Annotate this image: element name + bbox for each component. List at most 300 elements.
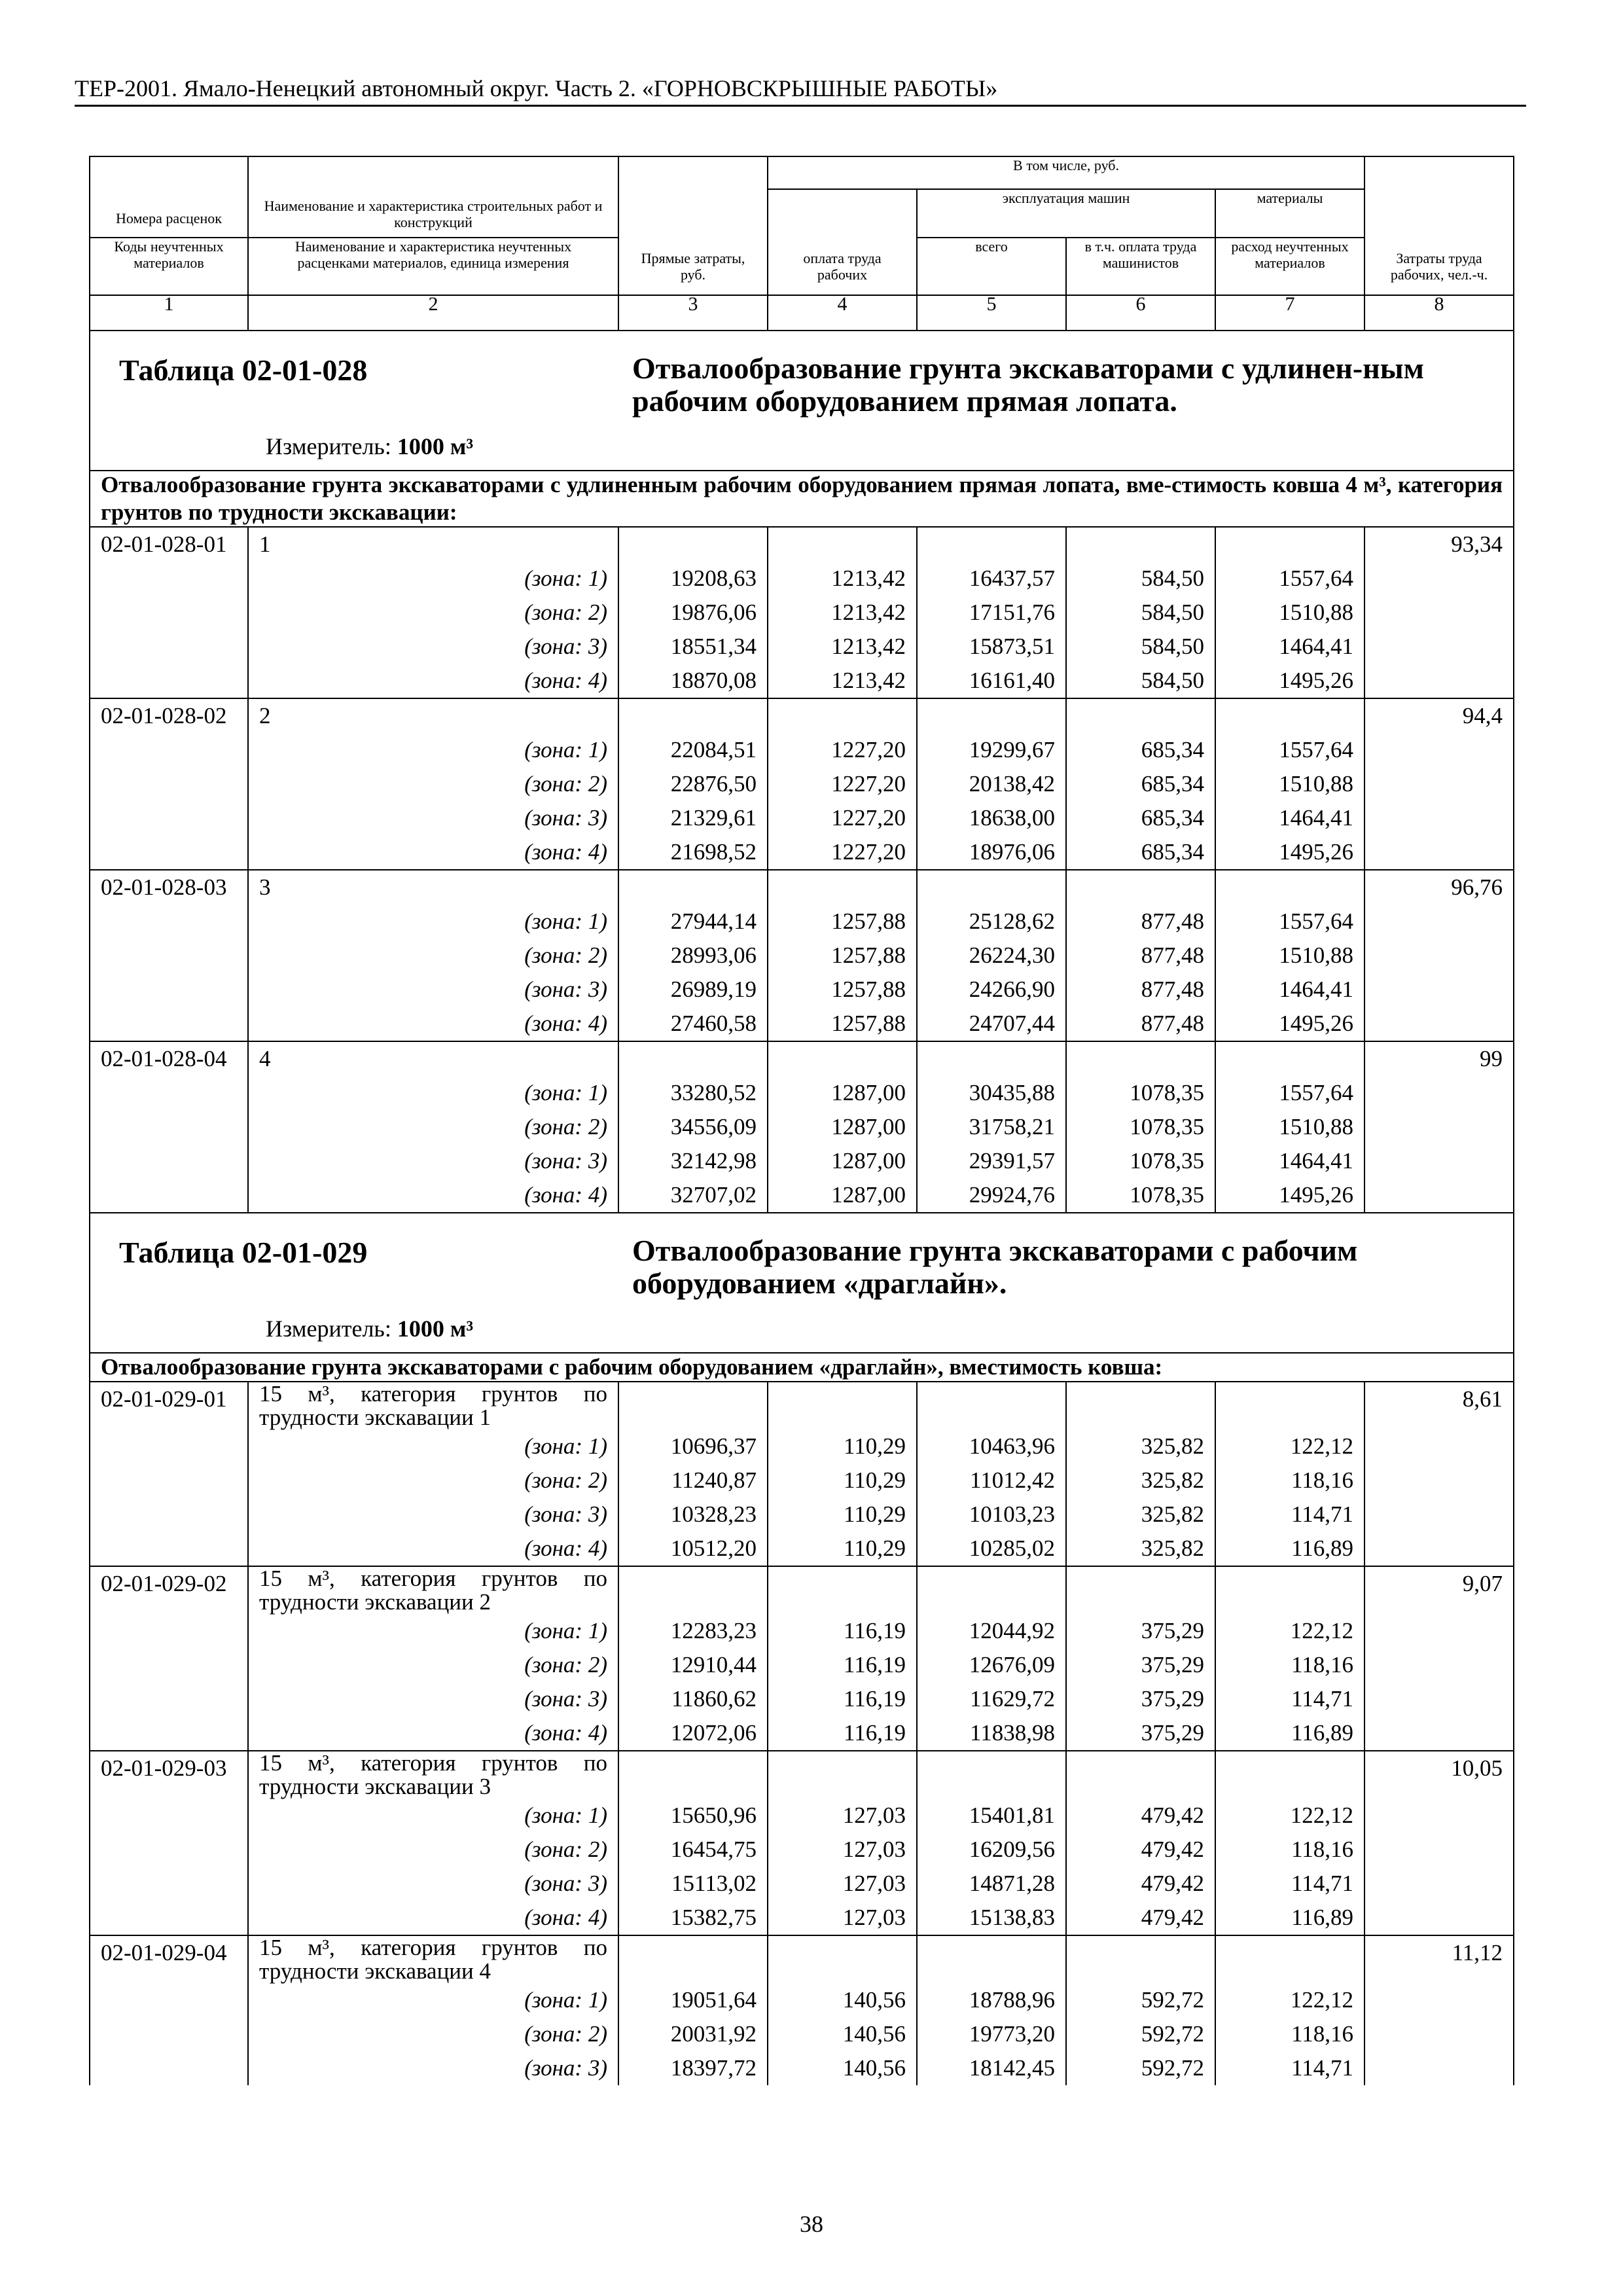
- rate-code: 02-01-028-01: [90, 527, 248, 562]
- empty-cell: [1364, 1178, 1514, 1213]
- labor-pay-value: 1213,42: [768, 596, 917, 630]
- labor-costs-value: 94,4: [1364, 698, 1514, 733]
- labor-costs-value: 93,34: [1364, 527, 1514, 562]
- machine-total-value: 18638,00: [917, 801, 1066, 835]
- materials-value: 1464,41: [1215, 973, 1364, 1007]
- col-unaccounted-materials: расход неучтенных материалов: [1215, 238, 1364, 295]
- labor-pay-value: 127,03: [768, 1901, 917, 1935]
- materials-value: 1464,41: [1215, 1144, 1364, 1178]
- col-material-codes: Коды неучтенных материалов: [90, 238, 248, 295]
- table-code: Таблица 02-01-029: [119, 1236, 368, 1269]
- labor-pay-value: 110,29: [768, 1429, 917, 1463]
- labor-pay-value: 1227,20: [768, 835, 917, 870]
- labor-costs-value: 9,07: [1364, 1566, 1514, 1614]
- empty-cell: [1215, 527, 1364, 562]
- operators-pay-value: 877,48: [1066, 939, 1215, 973]
- zone-label: (зона: 4): [248, 1178, 618, 1213]
- materials-value: 116,89: [1215, 1901, 1364, 1935]
- labor-pay-value: 1287,00: [768, 1144, 917, 1178]
- labor-pay-value: 110,29: [768, 1532, 917, 1566]
- empty-cell: [90, 733, 248, 767]
- table-code: Таблица 02-01-028: [119, 353, 368, 387]
- col-materials: материалы: [1215, 189, 1364, 238]
- empty-cell: [90, 1983, 248, 2017]
- col-direct-costs: Прямые затраты, руб.: [618, 156, 768, 295]
- empty-cell: [1215, 870, 1364, 905]
- empty-cell: [768, 698, 917, 733]
- title-box: [101, 1213, 1503, 1352]
- rate-row: [90, 527, 1514, 562]
- operators-pay-value: 877,48: [1066, 905, 1215, 939]
- direct-costs-value: 11860,62: [618, 1682, 768, 1716]
- zone-row: [90, 1076, 1514, 1110]
- col-number: 6: [1066, 295, 1215, 331]
- zone-row: [90, 1799, 1514, 1833]
- direct-costs-value: 19876,06: [618, 596, 768, 630]
- zone-row: [90, 973, 1514, 1007]
- empty-cell: [768, 1935, 917, 1983]
- zone-label: (зона: 2): [248, 1110, 618, 1144]
- col-number: 1: [90, 295, 248, 331]
- direct-costs-value: 22084,51: [618, 733, 768, 767]
- zone-row: [90, 835, 1514, 870]
- direct-costs-value: 28993,06: [618, 939, 768, 973]
- direct-costs-value: 27460,58: [618, 1007, 768, 1041]
- empty-cell: [1364, 905, 1514, 939]
- machine-total-value: 14871,28: [917, 1867, 1066, 1901]
- operators-pay-value: 375,29: [1066, 1682, 1215, 1716]
- zone-label: (зона: 2): [248, 2017, 618, 2051]
- col-including: В том числе, руб.: [768, 156, 1364, 189]
- table-title: Отвалообразование грунта экскаваторами с рабочим оборудованием «драглайн».: [632, 1234, 1358, 1300]
- operators-pay-value: 877,48: [1066, 973, 1215, 1007]
- operators-pay-value: 375,29: [1066, 1614, 1215, 1648]
- empty-cell: [1364, 1833, 1514, 1867]
- empty-cell: [90, 939, 248, 973]
- empty-cell: [917, 870, 1066, 905]
- operators-pay-value: 592,72: [1066, 2017, 1215, 2051]
- machine-total-value: 29924,76: [917, 1178, 1066, 1213]
- zone-label: (зона: 3): [248, 801, 618, 835]
- machine-total-value: 20138,42: [917, 767, 1066, 801]
- labor-costs-value: 8,61: [1364, 1382, 1514, 1429]
- empty-cell: [90, 1178, 248, 1213]
- machine-total-value: 17151,76: [917, 596, 1066, 630]
- col-labor-pay: оплата труда рабочих: [768, 189, 917, 295]
- col-number: 7: [1215, 295, 1364, 331]
- zone-label: (зона: 1): [248, 1076, 618, 1110]
- rate-name: 3: [248, 870, 618, 905]
- empty-cell: [917, 1041, 1066, 1076]
- col-number: 4: [768, 295, 917, 331]
- zone-label: (зона: 2): [248, 596, 618, 630]
- direct-costs-value: 11240,87: [618, 1463, 768, 1498]
- zone-label: (зона: 2): [248, 1648, 618, 1682]
- zone-row: [90, 1178, 1514, 1213]
- machine-total-value: 25128,62: [917, 905, 1066, 939]
- zone-label: (зона: 2): [248, 1833, 618, 1867]
- labor-pay-value: 140,56: [768, 1983, 917, 2017]
- section-description: Отвалообразование грунта экскаваторами с удлиненным рабочим оборудованием прямая лопата, вме-стимость ковша 4 м³, категория грунтов по трудности экскавации:: [90, 471, 1514, 527]
- machine-total-value: 15138,83: [917, 1901, 1066, 1935]
- operators-pay-value: 592,72: [1066, 2051, 1215, 2085]
- empty-cell: [768, 1751, 917, 1799]
- empty-cell: [1066, 1751, 1215, 1799]
- materials-value: 1557,64: [1215, 905, 1364, 939]
- meter-label: Измеритель:: [266, 1316, 391, 1342]
- empty-cell: [90, 767, 248, 801]
- meter-label: Измеритель:: [266, 433, 391, 459]
- operators-pay-value: 685,34: [1066, 801, 1215, 835]
- operators-pay-value: 375,29: [1066, 1648, 1215, 1682]
- empty-cell: [90, 2017, 248, 2051]
- empty-cell: [768, 1041, 917, 1076]
- materials-value: 114,71: [1215, 2051, 1364, 2085]
- zone-label: (зона: 3): [248, 973, 618, 1007]
- operators-pay-value: 584,50: [1066, 630, 1215, 664]
- rate-row: [90, 1382, 1514, 1429]
- title-box: [101, 331, 1503, 470]
- machine-total-value: 19299,67: [917, 733, 1066, 767]
- section-row: [90, 1353, 1514, 1382]
- zone-row: [90, 2017, 1514, 2051]
- materials-value: 1510,88: [1215, 1110, 1364, 1144]
- rate-row: [90, 1041, 1514, 1076]
- empty-cell: [1364, 1429, 1514, 1463]
- empty-cell: [1066, 1382, 1215, 1429]
- machine-total-value: 10103,23: [917, 1498, 1066, 1532]
- empty-cell: [618, 1935, 768, 1983]
- rate-row: [90, 1751, 1514, 1799]
- direct-costs-value: 27944,14: [618, 905, 768, 939]
- machine-total-value: 11838,98: [917, 1716, 1066, 1751]
- direct-costs-value: 18397,72: [618, 2051, 768, 2085]
- labor-pay-value: 1227,20: [768, 767, 917, 801]
- zone-row: [90, 1867, 1514, 1901]
- labor-costs-value: 99: [1364, 1041, 1514, 1076]
- empty-cell: [90, 1532, 248, 1566]
- labor-pay-value: 140,56: [768, 2051, 917, 2085]
- col-material-names: Наименование и характеристика неучтенных расценками материалов, единица измерения: [248, 238, 618, 295]
- machine-total-value: 18142,45: [917, 2051, 1066, 2085]
- empty-cell: [618, 1382, 768, 1429]
- materials-value: 1510,88: [1215, 939, 1364, 973]
- rate-code: 02-01-029-04: [90, 1935, 248, 1983]
- empty-cell: [90, 1799, 248, 1833]
- zone-label: (зона: 4): [248, 1716, 618, 1751]
- materials-value: 114,71: [1215, 1682, 1364, 1716]
- zone-label: (зона: 4): [248, 835, 618, 870]
- labor-pay-value: 116,19: [768, 1648, 917, 1682]
- zone-row: [90, 1007, 1514, 1041]
- rate-name: 15 м³, категория грунтов по трудности экскавации 3: [248, 1751, 618, 1799]
- empty-cell: [1364, 1799, 1514, 1833]
- materials-value: 114,71: [1215, 1498, 1364, 1532]
- operators-pay-value: 584,50: [1066, 664, 1215, 698]
- rate-name: 15 м³, категория грунтов по трудности экскавации 1: [248, 1382, 618, 1429]
- labor-pay-value: 110,29: [768, 1498, 917, 1532]
- zone-label: (зона: 1): [248, 1983, 618, 2017]
- empty-cell: [90, 801, 248, 835]
- rate-code: 02-01-028-04: [90, 1041, 248, 1076]
- operators-pay-value: 1078,35: [1066, 1110, 1215, 1144]
- operators-pay-value: 479,42: [1066, 1833, 1215, 1867]
- machine-total-value: 26224,30: [917, 939, 1066, 973]
- empty-cell: [90, 1901, 248, 1935]
- machine-total-value: 16161,40: [917, 664, 1066, 698]
- direct-costs-value: 21698,52: [618, 835, 768, 870]
- zone-row: [90, 1901, 1514, 1935]
- materials-value: 1495,26: [1215, 1007, 1364, 1041]
- rate-row: [90, 1566, 1514, 1614]
- materials-value: 1557,64: [1215, 562, 1364, 596]
- empty-cell: [90, 905, 248, 939]
- direct-costs-value: 12910,44: [618, 1648, 768, 1682]
- empty-cell: [90, 596, 248, 630]
- zone-label: (зона: 3): [248, 630, 618, 664]
- zone-row: [90, 801, 1514, 835]
- machine-total-value: 24266,90: [917, 973, 1066, 1007]
- machine-total-value: 18976,06: [917, 835, 1066, 870]
- direct-costs-value: 34556,09: [618, 1110, 768, 1144]
- empty-cell: [1066, 698, 1215, 733]
- rate-name: 4: [248, 1041, 618, 1076]
- materials-value: 118,16: [1215, 1463, 1364, 1498]
- zone-label: (зона: 1): [248, 1429, 618, 1463]
- zone-row: [90, 733, 1514, 767]
- empty-cell: [1215, 1935, 1364, 1983]
- empty-cell: [90, 1867, 248, 1901]
- meter: [266, 432, 473, 461]
- direct-costs-value: 10696,37: [618, 1429, 768, 1463]
- zone-row: [90, 1614, 1514, 1648]
- zone-label: (зона: 4): [248, 1532, 618, 1566]
- zone-label: (зона: 3): [248, 1498, 618, 1532]
- zone-row: [90, 664, 1514, 698]
- zone-label: (зона: 4): [248, 1007, 618, 1041]
- operators-pay-value: 375,29: [1066, 1716, 1215, 1751]
- zone-row: [90, 1833, 1514, 1867]
- empty-cell: [1066, 1041, 1215, 1076]
- col-rate-numbers: Номера расценок: [90, 156, 248, 238]
- empty-cell: [90, 1648, 248, 1682]
- zone-row: [90, 1983, 1514, 2017]
- labor-pay-value: 110,29: [768, 1463, 917, 1498]
- rate-row: [90, 870, 1514, 905]
- empty-cell: [90, 1144, 248, 1178]
- empty-cell: [1215, 1382, 1364, 1429]
- materials-value: 122,12: [1215, 1614, 1364, 1648]
- direct-costs-value: 15113,02: [618, 1867, 768, 1901]
- col-total: всего: [917, 238, 1066, 295]
- section-description: Отвалообразование грунта экскаваторами с рабочим оборудованием «драглайн», вместимость ковша:: [90, 1353, 1514, 1382]
- labor-pay-value: 1227,20: [768, 733, 917, 767]
- zone-row: [90, 562, 1514, 596]
- direct-costs-value: 32142,98: [618, 1144, 768, 1178]
- labor-pay-value: 1257,88: [768, 1007, 917, 1041]
- empty-cell: [1364, 973, 1514, 1007]
- empty-cell: [618, 1566, 768, 1614]
- materials-value: 118,16: [1215, 2017, 1364, 2051]
- empty-cell: [1364, 664, 1514, 698]
- zone-row: [90, 1498, 1514, 1532]
- rate-code: 02-01-028-03: [90, 870, 248, 905]
- materials-value: 1464,41: [1215, 630, 1364, 664]
- empty-cell: [90, 1110, 248, 1144]
- rate-name: 15 м³, категория грунтов по трудности экскавации 4: [248, 1935, 618, 1983]
- machine-total-value: 31758,21: [917, 1110, 1066, 1144]
- operators-pay-value: 479,42: [1066, 1867, 1215, 1901]
- operators-pay-value: 592,72: [1066, 1983, 1215, 2017]
- materials-value: 1557,64: [1215, 733, 1364, 767]
- labor-pay-value: 1287,00: [768, 1110, 917, 1144]
- machine-total-value: 24707,44: [917, 1007, 1066, 1041]
- machine-total-value: 30435,88: [917, 1076, 1066, 1110]
- direct-costs-value: 16454,75: [618, 1833, 768, 1867]
- zone-row: [90, 1648, 1514, 1682]
- machine-total-value: 15873,51: [917, 630, 1066, 664]
- zone-row: [90, 2051, 1514, 2085]
- empty-cell: [1364, 2051, 1514, 2085]
- operators-pay-value: 479,42: [1066, 1799, 1215, 1833]
- empty-cell: [1364, 1983, 1514, 2017]
- operators-pay-value: 325,82: [1066, 1429, 1215, 1463]
- operators-pay-value: 325,82: [1066, 1463, 1215, 1498]
- empty-cell: [1364, 2017, 1514, 2051]
- empty-cell: [1364, 1144, 1514, 1178]
- col-labor-costs: Затраты труда рабочих, чел.-ч.: [1364, 156, 1514, 295]
- table-title-block: [90, 331, 1514, 471]
- operators-pay-value: 685,34: [1066, 767, 1215, 801]
- zone-label: (зона: 2): [248, 939, 618, 973]
- materials-value: 118,16: [1215, 1648, 1364, 1682]
- machine-total-value: 12044,92: [917, 1614, 1066, 1648]
- machine-total-value: 16437,57: [917, 562, 1066, 596]
- direct-costs-value: 10328,23: [618, 1498, 768, 1532]
- empty-cell: [1364, 1614, 1514, 1648]
- empty-cell: [618, 698, 768, 733]
- zone-row: [90, 1429, 1514, 1463]
- rate-code: 02-01-028-02: [90, 698, 248, 733]
- labor-pay-value: 1213,42: [768, 630, 917, 664]
- labor-costs-value: 11,12: [1364, 1935, 1514, 1983]
- table-title-row: [90, 331, 1514, 471]
- empty-cell: [768, 870, 917, 905]
- price-table: [89, 156, 1514, 2085]
- machine-total-value: 10285,02: [917, 1532, 1066, 1566]
- empty-cell: [90, 562, 248, 596]
- empty-cell: [1364, 733, 1514, 767]
- empty-cell: [90, 1682, 248, 1716]
- empty-cell: [1364, 1901, 1514, 1935]
- materials-value: 1510,88: [1215, 596, 1364, 630]
- running-header: ТЕР-2001. Ямало-Ненецкий автономный округ. Часть 2. «ГОРНОВСКРЫШНЫЕ РАБОТЫ»: [75, 73, 1526, 107]
- empty-cell: [1364, 939, 1514, 973]
- rate-code: 02-01-029-03: [90, 1751, 248, 1799]
- empty-cell: [90, 1716, 248, 1751]
- rate-code: 02-01-029-01: [90, 1382, 248, 1429]
- direct-costs-value: 15650,96: [618, 1799, 768, 1833]
- labor-pay-value: 140,56: [768, 2017, 917, 2051]
- materials-value: 116,89: [1215, 1532, 1364, 1566]
- empty-cell: [1364, 596, 1514, 630]
- zone-label: (зона: 1): [248, 1614, 618, 1648]
- direct-costs-value: 10512,20: [618, 1532, 768, 1566]
- col-incl-operators-pay: в т.ч. оплата труда машинистов: [1066, 238, 1215, 295]
- empty-cell: [1215, 1041, 1364, 1076]
- zone-label: (зона: 1): [248, 905, 618, 939]
- empty-cell: [90, 1076, 248, 1110]
- machine-total-value: 10463,96: [917, 1429, 1066, 1463]
- zone-label: (зона: 3): [248, 1682, 618, 1716]
- empty-cell: [1066, 870, 1215, 905]
- empty-cell: [917, 527, 1066, 562]
- empty-cell: [1364, 1716, 1514, 1751]
- labor-pay-value: 116,19: [768, 1716, 917, 1751]
- labor-pay-value: 1257,88: [768, 905, 917, 939]
- materials-value: 1495,26: [1215, 835, 1364, 870]
- machine-total-value: 11012,42: [917, 1463, 1066, 1498]
- empty-cell: [90, 1463, 248, 1498]
- empty-cell: [1364, 562, 1514, 596]
- labor-pay-value: 127,03: [768, 1867, 917, 1901]
- labor-costs-value: 96,76: [1364, 870, 1514, 905]
- meter-value: 1000 м³: [397, 433, 474, 459]
- zone-label: (зона: 3): [248, 2051, 618, 2085]
- operators-pay-value: 584,50: [1066, 562, 1215, 596]
- page-number: 38: [800, 2211, 823, 2237]
- direct-costs-value: 18870,08: [618, 664, 768, 698]
- empty-cell: [1364, 1867, 1514, 1901]
- empty-cell: [90, 1833, 248, 1867]
- empty-cell: [917, 1935, 1066, 1983]
- materials-value: 1495,26: [1215, 1178, 1364, 1213]
- materials-value: 122,12: [1215, 1799, 1364, 1833]
- materials-value: 1510,88: [1215, 767, 1364, 801]
- empty-cell: [1364, 1076, 1514, 1110]
- direct-costs-value: 19051,64: [618, 1983, 768, 2017]
- operators-pay-value: 685,34: [1066, 733, 1215, 767]
- labor-pay-value: 116,19: [768, 1614, 917, 1648]
- zone-label: (зона: 1): [248, 1799, 618, 1833]
- direct-costs-value: 18551,34: [618, 630, 768, 664]
- empty-cell: [1066, 1935, 1215, 1983]
- materials-value: 118,16: [1215, 1833, 1364, 1867]
- zone-label: (зона: 3): [248, 1867, 618, 1901]
- empty-cell: [1364, 1007, 1514, 1041]
- col-work-name: Наименование и характеристика строительных работ и конструкций: [248, 156, 618, 238]
- empty-cell: [1364, 1532, 1514, 1566]
- operators-pay-value: 1078,35: [1066, 1076, 1215, 1110]
- rate-row: [90, 698, 1514, 733]
- labor-pay-value: 127,03: [768, 1799, 917, 1833]
- column-header: [90, 156, 1514, 331]
- empty-cell: [1215, 1566, 1364, 1614]
- meter-value: 1000 м³: [397, 1316, 474, 1342]
- direct-costs-value: 12072,06: [618, 1716, 768, 1751]
- labor-pay-value: 1257,88: [768, 939, 917, 973]
- materials-value: 1557,64: [1215, 1076, 1364, 1110]
- empty-cell: [90, 1614, 248, 1648]
- rate-name: 15 м³, категория грунтов по трудности экскавации 2: [248, 1566, 618, 1614]
- empty-cell: [90, 630, 248, 664]
- empty-cell: [1364, 1498, 1514, 1532]
- materials-value: 122,12: [1215, 1429, 1364, 1463]
- operators-pay-value: 1078,35: [1066, 1178, 1215, 1213]
- machine-total-value: 19773,20: [917, 2017, 1066, 2051]
- empty-cell: [917, 1566, 1066, 1614]
- table-title: Отвалообразование грунта экскаваторами с удлинен-ным рабочим оборудованием прямая лопата.: [632, 351, 1424, 418]
